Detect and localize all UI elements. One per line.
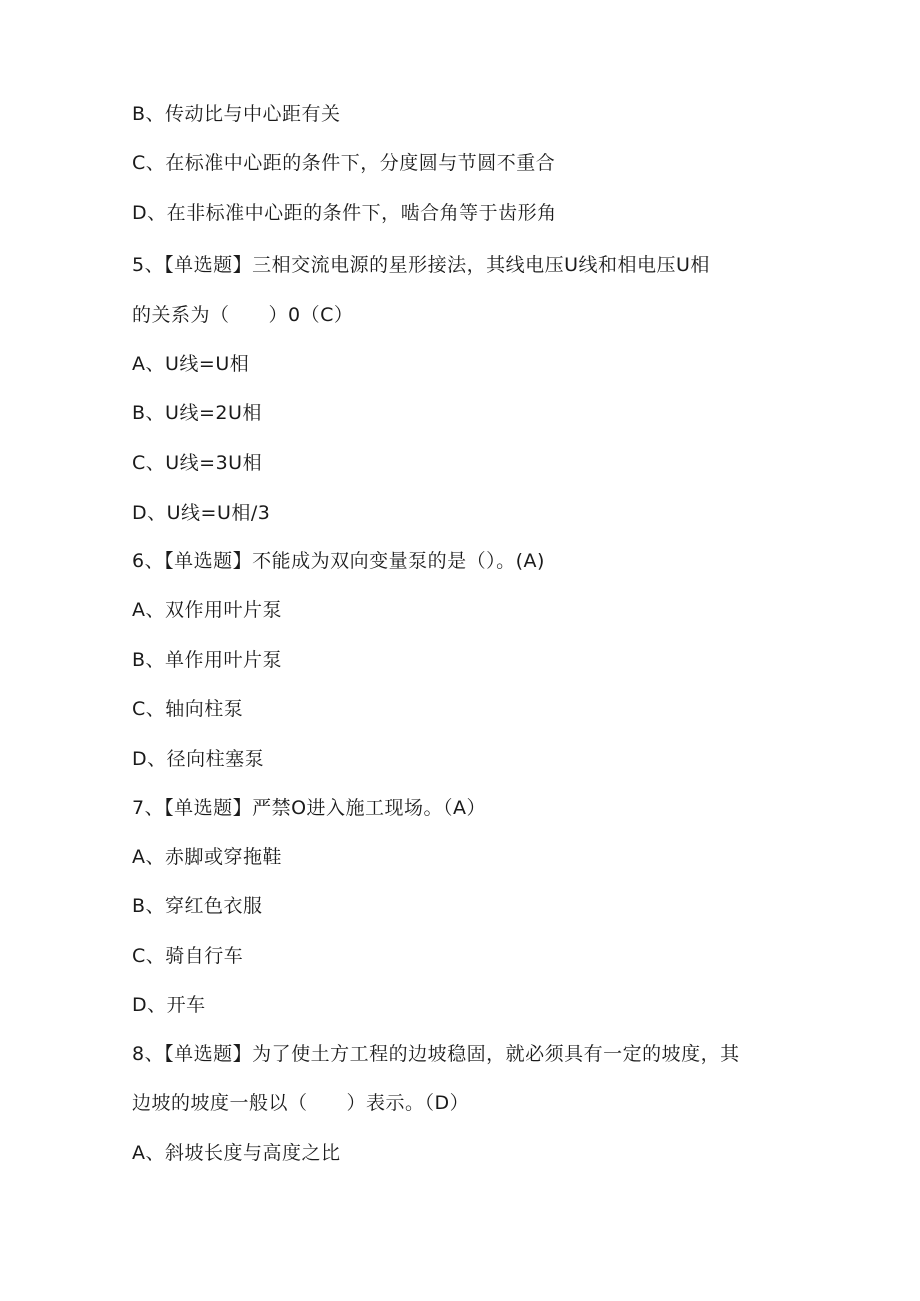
q6-option-a: A、双作用叶片泵: [132, 599, 282, 621]
q6-option-b: B、单作用叶片泵: [132, 649, 283, 671]
q7-question: 7、【单选题】严禁O进入施工现场。（A）: [132, 797, 487, 819]
q5-option-b: B、U线=2U相: [132, 402, 262, 424]
q8-question-line1: 8、【单选题】为了使土方工程的边坡稳固，就必须具有一定的坡度，其: [132, 1043, 740, 1065]
q5-option-d: D、U线=U相/3: [132, 502, 271, 524]
q8-option-a: A、斜坡长度与高度之比: [132, 1142, 341, 1164]
q6-option-c: C、轴向柱泵: [132, 698, 244, 720]
q5-question-line1: 5、【单选题】三相交流电源的星形接法，其线电压U线和相电压U相: [132, 254, 710, 276]
q5-option-a: A、U线=U相: [132, 353, 250, 375]
q7-option-b: B、穿红色衣服: [132, 895, 263, 917]
q5-question-line2: 的关系为（ ）0（C）: [132, 304, 354, 326]
q7-option-d: D、开车: [132, 994, 206, 1016]
q7-option-c: C、骑自行车: [132, 945, 244, 967]
q6-question: 6、【单选题】不能成为双向变量泵的是（）。(A): [132, 550, 545, 572]
q8-question-line2: 边坡的坡度一般以（ ）表示。（D）: [132, 1092, 470, 1114]
q6-option-d: D、径向柱塞泵: [132, 748, 265, 770]
q4-option-b: B、传动比与中心距有关: [132, 103, 341, 125]
q4-option-d: D、在非标准中心距的条件下，啮合角等于齿形角: [132, 202, 557, 224]
q7-option-a: A、赤脚或穿拖鞋: [132, 846, 282, 868]
q4-option-c: C、在标准中心距的条件下，分度圆与节圆不重合: [132, 152, 556, 174]
q5-option-c: C、U线=3U相: [132, 452, 263, 474]
